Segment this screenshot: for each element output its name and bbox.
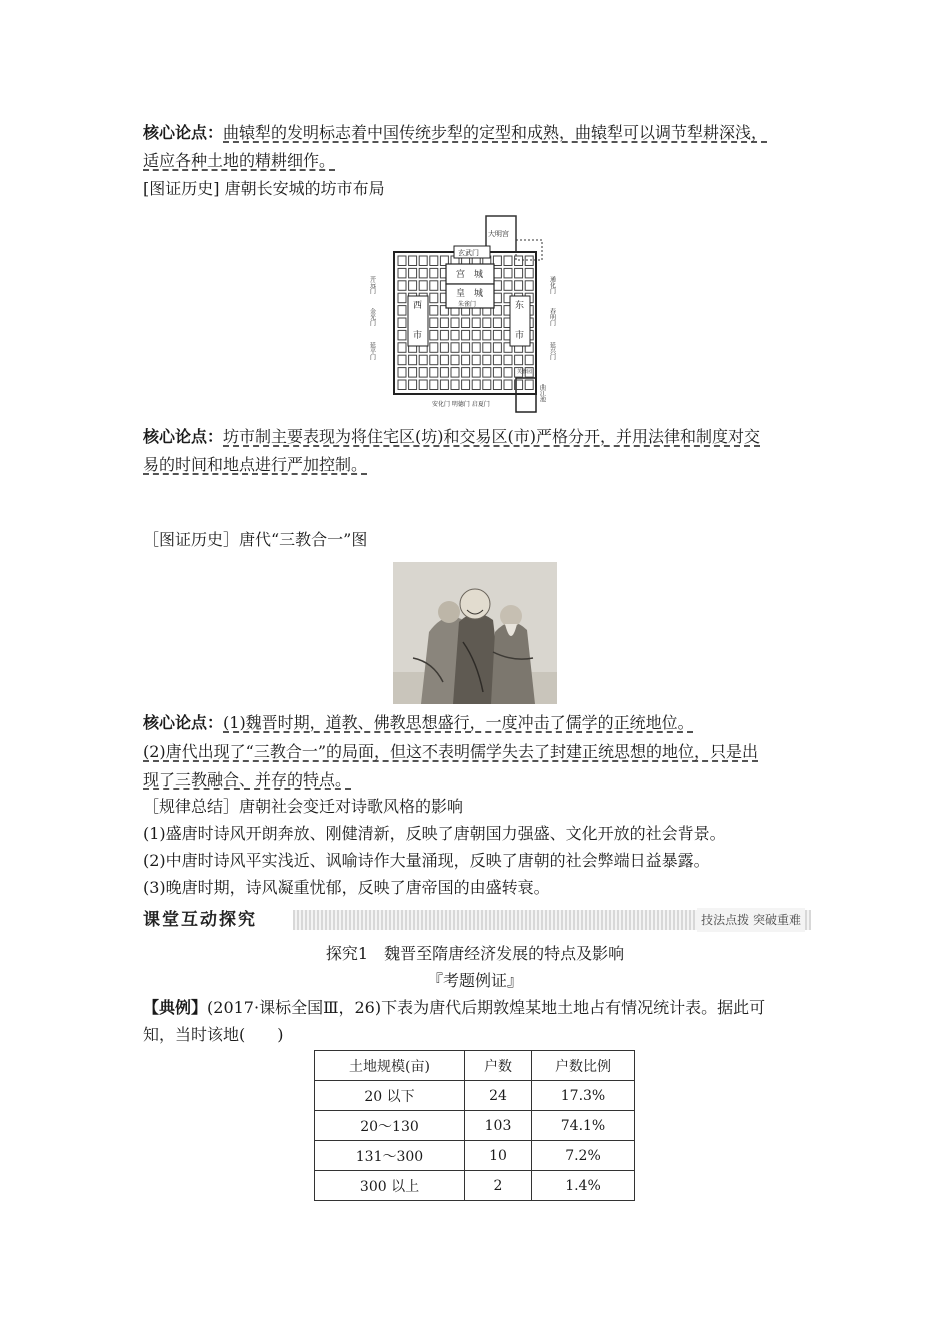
banner-title: 课堂互动探究 [143, 910, 257, 930]
table-cell: 20～130 [315, 1111, 465, 1141]
figure-caption-sanjiao: ［图证历史］唐代“三教合一”图 [143, 530, 368, 549]
rule-item-2: (2)中唐时诗风平实浅近、讽喻诗作大量涌现，反映了唐朝的社会弊端日益暴露。 [143, 851, 710, 870]
rule-item-3: (3)晚唐时期，诗风凝重忧郁，反映了唐帝国的由盛转衰。 [143, 878, 550, 897]
table-cell: 103 [465, 1111, 532, 1141]
thesis-line-1 [143, 121, 767, 145]
table-cell: 20 以下 [315, 1081, 465, 1111]
thesis-line-2: 适应各种土地的精耕细作。 [143, 151, 336, 170]
section-title: 探究1 魏晋至隋唐经济发展的特点及影响 [325, 944, 625, 963]
table-header-row [315, 1051, 635, 1081]
land-table [314, 1050, 635, 1201]
rule-summary-title: ［规律总结］唐朝社会变迁对诗歌风格的影响 [143, 797, 464, 816]
section-banner [143, 908, 811, 932]
map-label-yanxing: 延兴门 [548, 342, 556, 360]
banner-subtitle: 技法点拨 突破重难 [697, 908, 805, 932]
table-cell: 300 以上 [315, 1171, 465, 1201]
thesis-text: (1)魏晋时期，道教、佛教思想盛行，一度冲击了儒学的正统地位。 [223, 713, 694, 732]
thesis-label: 核心论点： [143, 713, 224, 732]
map-label-gong: 宫 城 [456, 270, 484, 280]
map-label-xi: 西 [413, 301, 423, 311]
table-cell: 17.3% [532, 1081, 635, 1111]
rule-item-1: (1)盛唐时诗风开朗奔放、刚健清新，反映了唐朝国力强盛、文化开放的社会背景。 [143, 824, 726, 843]
map-label-bottom-gates: 安化门 明德门 启夏门 [432, 401, 490, 408]
thesis-line-7: 现了三教融合、并存的特点。 [143, 770, 352, 789]
example-label: 【典例】 [143, 998, 208, 1017]
table-cell: 24 [465, 1081, 532, 1111]
map-label-shi1: 市 [413, 331, 423, 341]
table-cell: 131～300 [315, 1141, 465, 1171]
thesis-line-5 [143, 711, 694, 735]
example-line-2: 知，当时该地( ) [143, 1025, 284, 1044]
section-subtitle: 『考题例证』 [426, 971, 523, 990]
changan-map-figure [370, 212, 560, 412]
map-label-daming: 大明宫 [488, 230, 509, 238]
map-label-xuanwu: 玄武门 [458, 249, 479, 257]
table-cell: 7.2% [532, 1141, 635, 1171]
example-text: (2017·课标全国Ⅲ，26)下表为唐代后期敦煌某地土地占有情况统计表。据此可 [207, 998, 766, 1017]
example-line-1 [143, 996, 765, 1020]
thesis-label: 核心论点： [143, 123, 224, 142]
table-cell: 2 [465, 1171, 532, 1201]
thesis-line-4: 易的时间和地点进行严加控制。 [143, 455, 368, 474]
map-label-dong: 东 [515, 301, 525, 311]
map-label-qujiang: 曲江池 [538, 384, 546, 402]
table-row [315, 1171, 635, 1201]
map-label-jinguang: 金光门 [368, 308, 376, 326]
three-teachings-painting [393, 562, 557, 704]
map-label-shi2: 市 [515, 331, 525, 341]
table-cell: 10 [465, 1141, 532, 1171]
table-cell: 74.1% [532, 1111, 635, 1141]
table-row [315, 1081, 635, 1111]
thesis-text: 坊市制主要表现为将住宅区(坊)和交易区(市)严格分开，并用法律和制度对交 [223, 427, 760, 446]
table-header-cell: 户数比例 [532, 1051, 635, 1081]
map-label-huang: 皇 城 [456, 289, 484, 299]
thesis-text: 曲辕犁的发明标志着中国传统步犁的定型和成熟，曲辕犁可以调节犁耕深浅， [223, 123, 768, 142]
thesis-line-6: (2)唐代出现了“三教合一”的局面，但这不表明儒学失去了封建正统思想的地位，只是出 [143, 742, 759, 761]
table-header-cell: 土地规模(亩) [315, 1051, 465, 1081]
map-label-furong: 芙蓉园 [517, 369, 533, 375]
table-row [315, 1111, 635, 1141]
map-label-tonghua: 通化门 [548, 276, 556, 294]
map-label-kaiyuan: 开远门 [368, 276, 376, 294]
map-label-yanping: 延平门 [368, 342, 376, 360]
table-header-cell: 户数 [465, 1051, 532, 1081]
thesis-label: 核心论点： [143, 427, 224, 446]
table-cell: 1.4% [532, 1171, 635, 1201]
figure-caption-changan: [图证历史] 唐朝长安城的坊市布局 [143, 179, 385, 198]
map-label-chunming: 春明门 [548, 308, 556, 326]
thesis-line-3 [143, 425, 760, 449]
table-row [315, 1141, 635, 1171]
map-label-zhuque: 朱雀门 [458, 301, 477, 308]
